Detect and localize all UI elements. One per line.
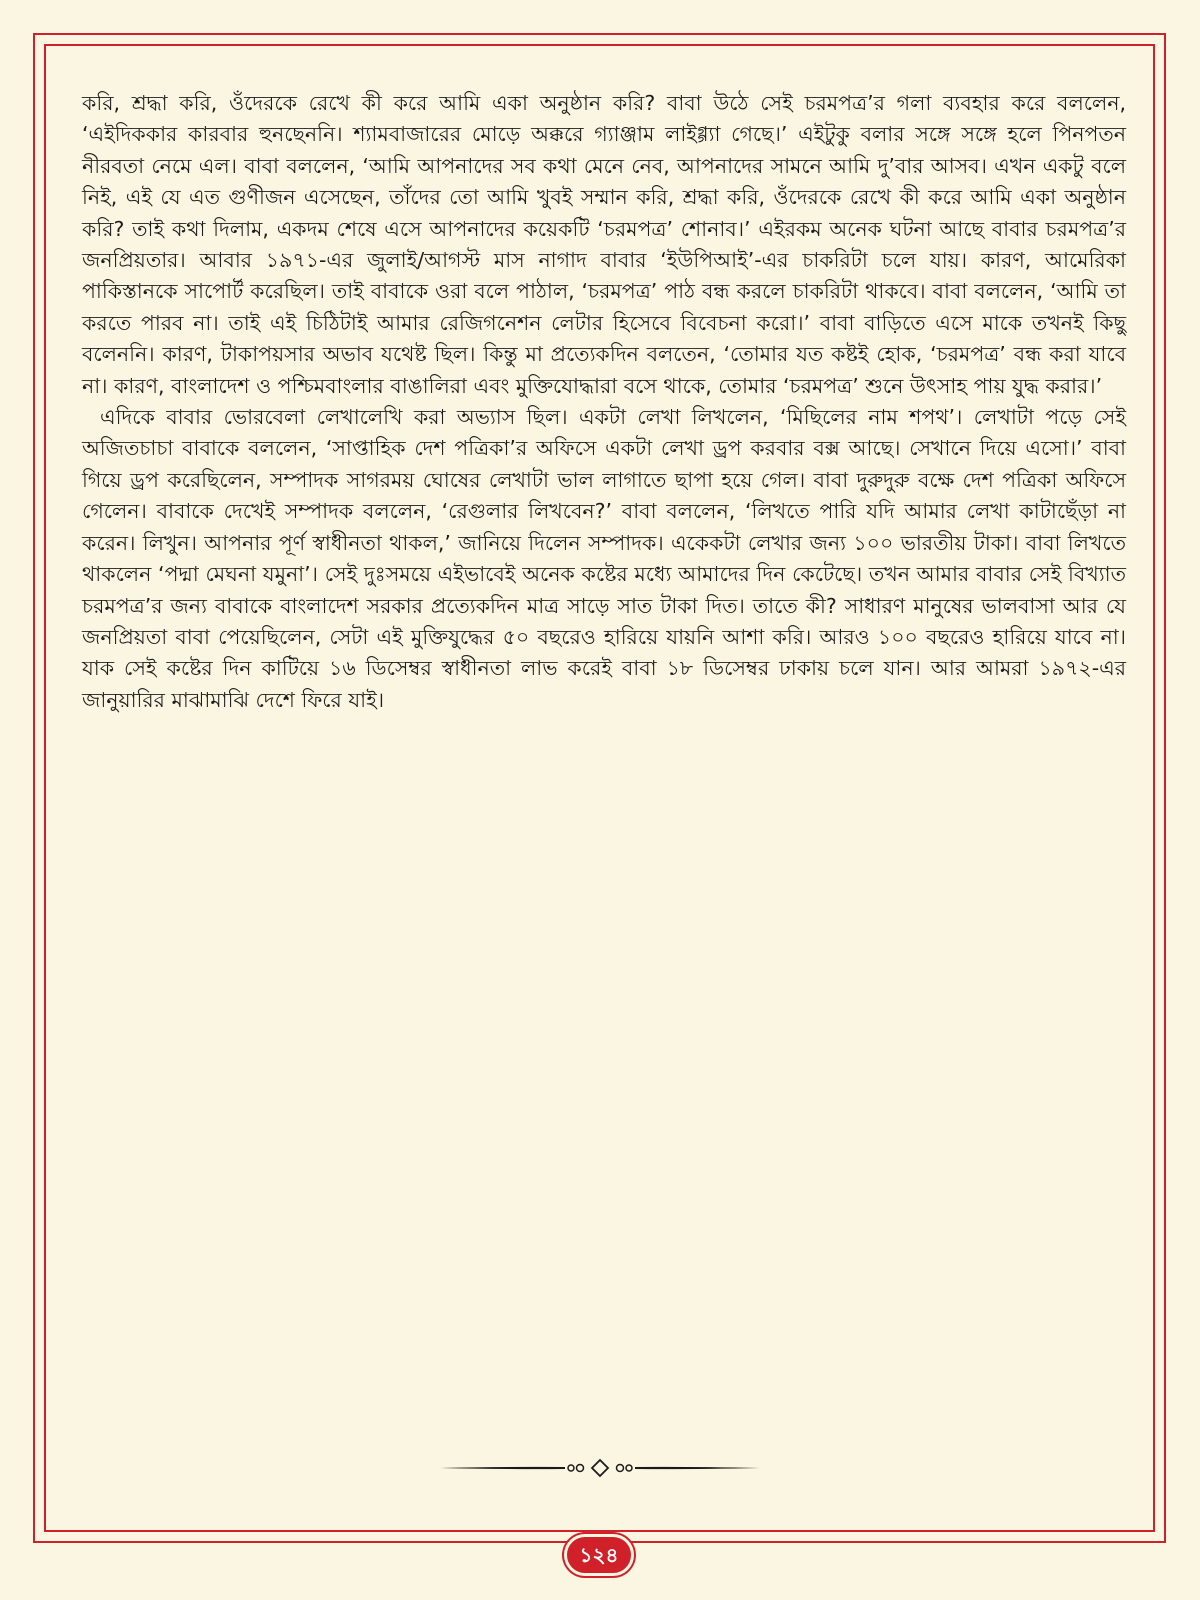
page-number-badge: ১২৪ (564, 1534, 634, 1576)
paragraph-2: এদিকে বাবার ভোরবেলা লেখালেখি করা অভ্যাস ছিল। একটা লেখা লিখলেন, ‘মিছিলের নাম শপথ’। লেখাটা পড়ে সেই অজিতচাচা বাবাকে বললেন, ‘সাপ্তাহিক দেশ পত্রিকা’র অফিসে একটা লেখা ড্রপ করবার বক্স আছে। সেখানে দিয়ে এসো।’ বাবা গিয়ে ড্রপ করেছিলেন, সম্পাদক সাগরময় ঘোষের লেখাটা ভাল লাগাতে ছাপা হয়ে গেল। বাবা দুরুদুরু বক্ষে দেশ পত্রিকা অফিসে গেলেন। বাবাকে দেখেই সম্পাদক বললেন, ‘রেগুলার লিখবেন?’ বাবা বললেন, ‘লিখতে পারি যদি আমার লেখা কাটাছেঁড়া না করেন। লিখুন। আপনার পূর্ণ স্বাধীনতা থাকল,’ জানিয়ে দিলেন সম্পাদক। একেকটা লেখার জন্য ১০০ ভারতীয় টাকা। বাবা লিখতে থাকলেন ‘পদ্মা মেঘনা যমুনা’। সেই দুঃসময়ে এইভাবেই অনেক কষ্টের মধ্যে আমাদের দিন কেটেছে। তখন আমার বাবার সেই বিখ্যাত চরমপত্র’র জন্য বাবাকে বাংলাদেশ সরকার প্রত্যেকদিন মাত্র সাড়ে সাত টাকা দিত। তাতে কী? সাধারণ মানুষের ভালবাসা আর যে জনপ্রিয়তা বাবা পেয়েছিলেন, সেটা এই মুক্তিযুদ্ধের ৫০ বছরেও হারিয়ে যায়নি আশা করি। আরও ১০০ বছরেও হারিয়ে যাবে না। যাক সেই কষ্টের দিন কাটিয়ে ১৬ ডিসেম্বর স্বাধীনতা লাভ করেই বাবা ১৮ ডিসেম্বর ঢাকায় চলে যান। আর আমরা ১৯৭২-এর জানুয়ারির মাঝামাঝি দেশে ফিরে যাই। (82, 405, 1126, 712)
divider-ornament-icon (440, 1456, 760, 1480)
paragraph-1: করি, শ্রদ্ধা করি, ওঁদেরকে রেখে কী করে আমি একা অনুষ্ঠান করি? বাবা উঠে সেই চরমপত্র’র গলা ব্যবহার করে বললেন, ‘এইদিককার কারবার হুনছেননি। শ্যামবাজারের মোড়ে অক্করে গ্যাঞ্জাম লাইগ্গ্যা গেছে।’ এইটুকু বলার সঙ্গে সঙ্গে হলে পিনপতন নীরবতা নেমে এল। বাবা বললেন, ‘আমি আপনাদের সব কথা মেনে নেব, আপনাদের সামনে আমি দু’বার আসব। এখন একটু বলে নিই, এই যে এত গুণীজন এসেছেন, তাঁদের তো আমি খুবই সম্মান করি, শ্রদ্ধা করি, ওঁদেরকে রেখে কী করে আমি একা অনুষ্ঠান করি? তাই কথা দিলাম, একদম শেষে এসে আপনাদের কয়েকটি ‘চরমপত্র’ শোনাব।’ এইরকম অনেক ঘটনা আছে বাবার চরমপত্র’র জনপ্রিয়তার। আবার ১৯৭১-এর জুলাই/আগস্ট মাস নাগাদ বাবার ‘ইউপিআই’-এর চাকরিটা চলে যায়। কারণ, আমেরিকা পাকিস্তানকে সাপোর্ট করেছিল। তাই বাবাকে ওরা বলে পাঠাল, ‘চরমপত্র’ পাঠ বন্ধ করলে চাকরিটা থাকবে। বাবা বললেন, ‘আমি তা করতে পারব না। তাই এই চিঠিটাই আমার রেজিগনেশন লেটার হিসেবে বিবেচনা করো।’ বাবা বাড়িতে এসে মাকে তখনই কিছু বলেননি। কারণ, টাকাপয়সার অভাব যথেষ্ট ছিল। কিন্তু মা প্রত্যেকদিন বলতেন, ‘তোমার যত কষ্টই হোক, ‘চরমপত্র’ বন্ধ করা যাবে না। কারণ, বাংলাদেশ ও পশ্চিমবাংলার বাঙালিরা এবং মুক্তিযোদ্ধারা বসে থাকে, তোমার ‘চরমপত্র’ শুনে উৎসাহ পায় যুদ্ধ করার।’ (82, 91, 1126, 398)
document-body (82, 88, 1126, 716)
